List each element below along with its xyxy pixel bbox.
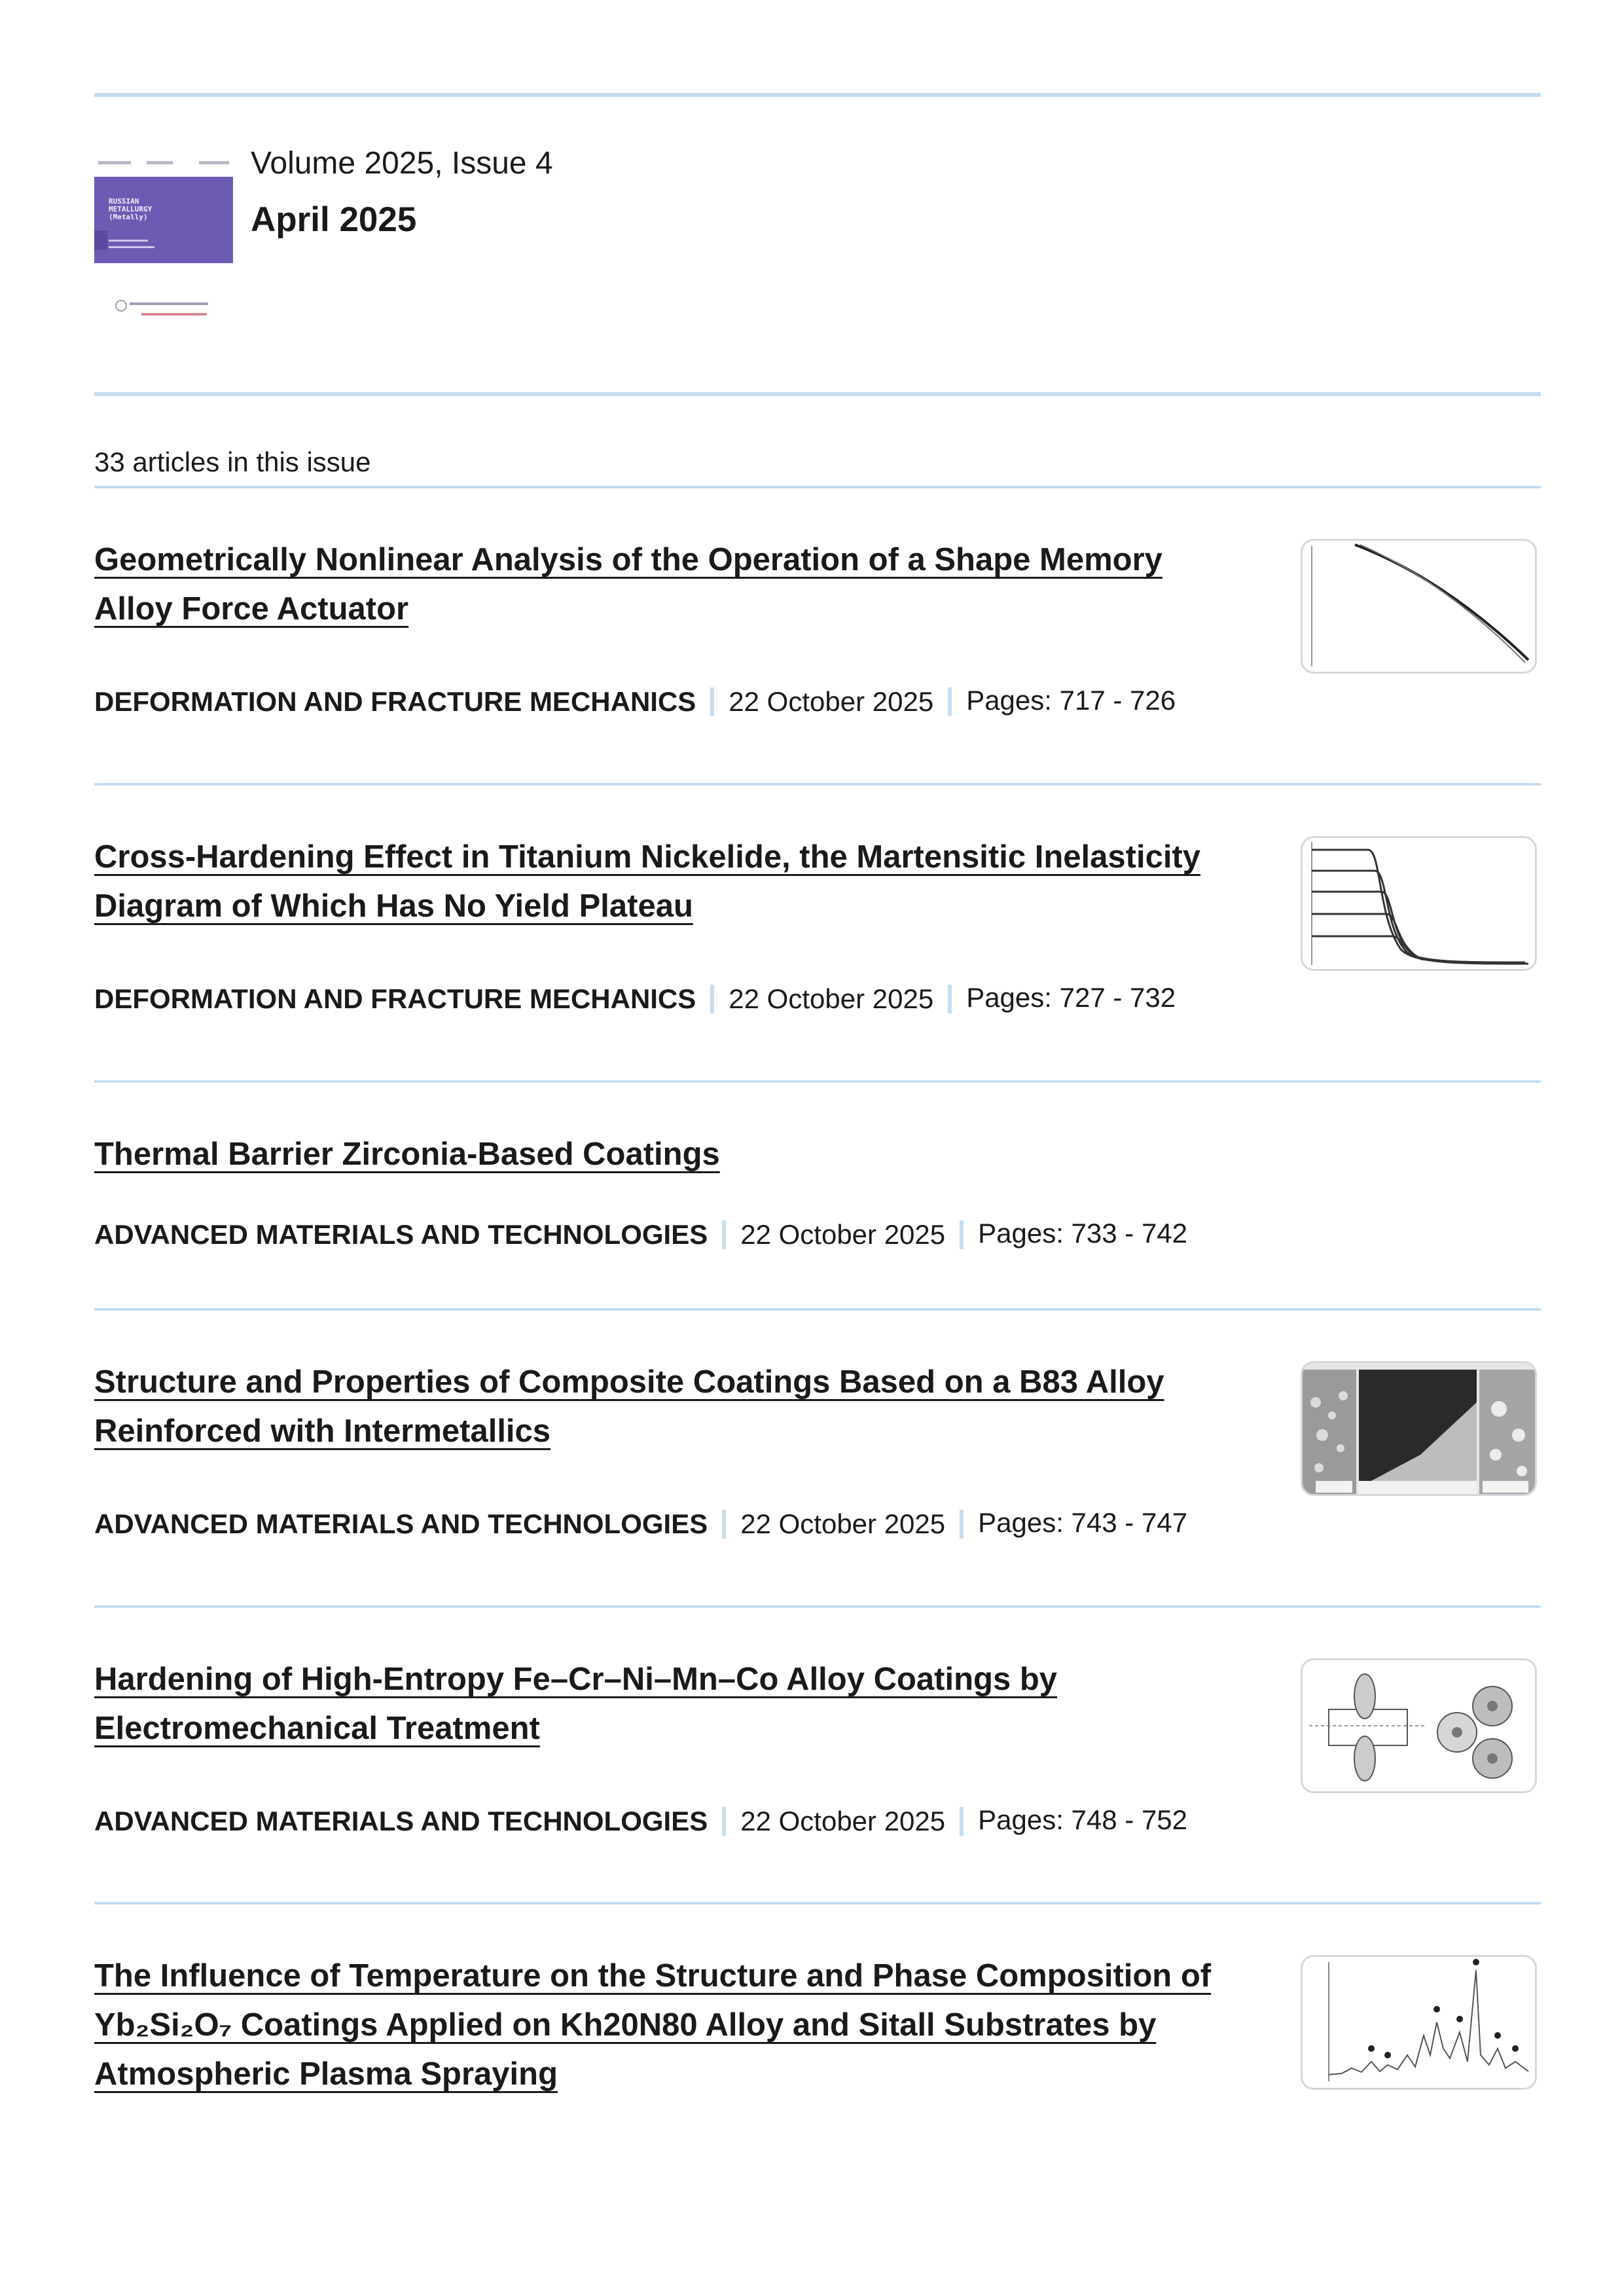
article-title-link[interactable] — [94, 1655, 1259, 1753]
article-pages: Pages: 748 - 752 — [978, 1804, 1188, 1835]
article-thumbnail[interactable] — [1301, 836, 1537, 971]
article-divider — [94, 783, 1541, 786]
article-category: ADVANCED MATERIALS AND TECHNOLOGIES — [94, 1508, 708, 1539]
article-divider — [94, 1902, 1541, 1904]
cover-header-strip — [94, 157, 233, 178]
issue-date: April 2025 — [251, 200, 417, 239]
article-title-line[interactable]: Electromechanical Treatment — [94, 1711, 540, 1746]
article-meta — [94, 1219, 1187, 1250]
article-date: 22 October 2025 — [740, 1806, 946, 1836]
meta-separator — [960, 1510, 964, 1539]
article-title-line[interactable]: Cross-Hardening Effect in Titanium Nickelide, the Martensitic Inelasticity — [94, 839, 1200, 875]
article-title-link[interactable] — [94, 1952, 1259, 2099]
article-item — [94, 1130, 1541, 1250]
article-title-link[interactable] — [94, 833, 1259, 931]
meta-separator — [722, 1807, 726, 1836]
article-pages: Pages: 727 - 732 — [966, 982, 1176, 1013]
article-pages: Pages: 743 - 747 — [978, 1507, 1188, 1538]
article-title-line[interactable]: Alloy Force Actuator — [94, 591, 409, 627]
header-bottom-rule — [94, 392, 1541, 396]
meta-separator — [710, 985, 714, 1013]
article-meta — [94, 686, 1176, 718]
article-count: 33 articles in this issue — [94, 446, 371, 477]
article-pages: Pages: 717 - 726 — [966, 685, 1176, 716]
article-date: 22 October 2025 — [729, 686, 934, 717]
article-date: 22 October 2025 — [729, 983, 934, 1014]
issue-volume: Volume 2025, Issue 4 — [251, 146, 553, 181]
article-title-link[interactable] — [94, 1130, 1259, 1179]
meta-separator — [948, 687, 952, 716]
article-title-line[interactable]: Reinforced with Intermetallics — [94, 1413, 551, 1449]
article-thumbnail[interactable] — [1301, 539, 1537, 674]
list-top-rule — [94, 486, 1541, 488]
article-title-line[interactable]: Thermal Barrier Zirconia-Based Coatings — [94, 1137, 720, 1172]
article-title-line[interactable]: Yb₂Si₂O₇ Coatings Applied on Kh20N80 Alloy and Sitall Substrates by — [94, 2007, 1157, 2043]
article-meta — [94, 1806, 1187, 1837]
article-divider — [94, 1308, 1541, 1311]
article-category: DEFORMATION AND FRACTURE MECHANICS — [94, 983, 696, 1014]
header-top-rule — [94, 93, 1541, 97]
article-title-link[interactable] — [94, 536, 1259, 634]
article-title-line[interactable]: Hardening of High-Entropy Fe–Cr–Ni–Mn–Co Alloy Coatings by — [94, 1662, 1058, 1697]
article-title-line[interactable]: Atmospheric Plasma Spraying — [94, 2056, 558, 2092]
article-date: 22 October 2025 — [740, 1219, 946, 1250]
meta-separator — [710, 687, 714, 716]
meta-separator — [722, 1220, 726, 1249]
article-thumbnail[interactable] — [1301, 1361, 1537, 1496]
publisher-logo — [115, 300, 213, 323]
cover-line — [109, 240, 148, 242]
meta-separator — [722, 1510, 726, 1539]
article-title-line[interactable]: Geometrically Nonlinear Analysis of the Operation of a Shape Memory — [94, 542, 1162, 577]
article-thumbnail[interactable] — [1301, 1658, 1537, 1793]
article-title-line[interactable]: Diagram of Which Has No Yield Plateau — [94, 888, 693, 924]
article-category: ADVANCED MATERIALS AND TECHNOLOGIES — [94, 1219, 708, 1250]
article-meta — [94, 983, 1176, 1015]
article-category: DEFORMATION AND FRACTURE MECHANICS — [94, 686, 696, 717]
cover-line — [109, 246, 154, 248]
cover-title: RUSSIAN METALLURGY (Metally) — [109, 197, 153, 221]
journal-cover-image[interactable] — [94, 157, 233, 327]
meta-separator — [948, 985, 952, 1013]
cover-title-band — [94, 177, 233, 263]
article-title-line[interactable]: The Influence of Temperature on the Structure and Phase Composition of — [94, 1958, 1212, 1994]
meta-separator — [960, 1220, 964, 1249]
article-title-line[interactable]: Structure and Properties of Composite Coatings Based on a B83 Alloy — [94, 1364, 1164, 1400]
article-thumbnail[interactable] — [1301, 1955, 1537, 2090]
cover-side-mark — [94, 230, 107, 250]
article-meta — [94, 1508, 1187, 1540]
article-date: 22 October 2025 — [740, 1508, 946, 1539]
meta-separator — [960, 1807, 964, 1836]
article-pages: Pages: 733 - 742 — [978, 1218, 1188, 1248]
article-divider — [94, 1080, 1541, 1083]
article-title-link[interactable] — [94, 1358, 1259, 1456]
article-divider — [94, 1605, 1541, 1608]
article-category: ADVANCED MATERIALS AND TECHNOLOGIES — [94, 1806, 708, 1836]
